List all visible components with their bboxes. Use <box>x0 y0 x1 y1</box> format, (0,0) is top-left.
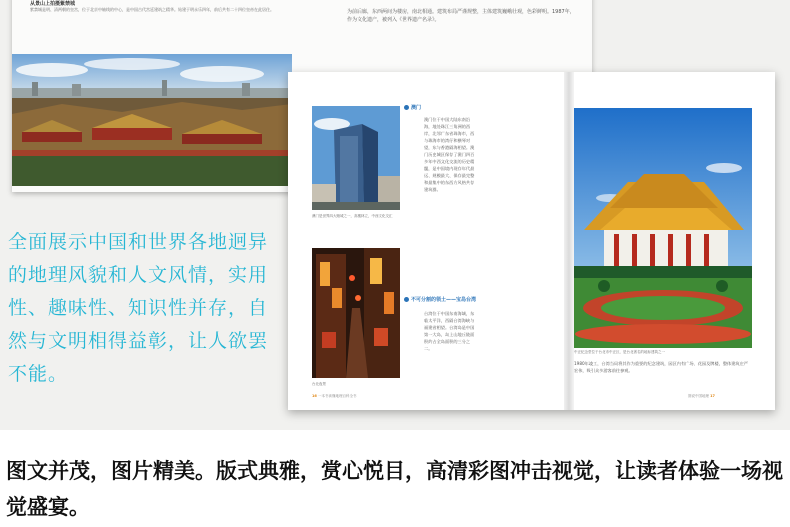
left-footer-text: 一本书读懂地理百科全书 <box>318 394 357 398</box>
macau-building-photo <box>312 106 400 210</box>
right-page-body: 1980年竣工，台湾当局将其作为重要的纪念建筑，园区内有广场、花园及牌楼，整体建筑庄严宏伟，吸引众多游客前往参观。 <box>574 361 748 373</box>
section-bullet-icon <box>404 297 409 302</box>
taipei-street-photo <box>312 248 400 378</box>
front-book-spread <box>288 72 775 410</box>
bottom-caption: 图文并茂，图片精美。版式典雅，赏心悦目，高清彩图冲击视觉，让读者体验一场视觉盛宴。 <box>6 458 783 519</box>
book-gutter <box>564 72 574 410</box>
feature-headline: 全面展示中国和世界各地迥异的地理风貌和人文风情，实用性、趣味性、知识性并存，自然与文明相得益彰，让人欲罢不能。 <box>8 231 269 385</box>
tower-caption: 澳门是世界四大赌城之一，高楼林立，中西文化交汇 <box>312 214 393 218</box>
back-heading: 从景山上拍摄紫禁城 <box>30 1 76 7</box>
section-body-taiwan: 台湾位于中国东南海域，东临太平洋，西隔台湾海峡与福建省相望。台湾岛是中国第一大岛，岛上山地丘陵面积约占全岛面积的三分之二。 <box>424 311 475 351</box>
right-page-footer <box>688 394 715 399</box>
right-page-number: 17 <box>710 394 715 398</box>
back-right-text: 为前后廊，东西两间为楼房，南北相通。建筑布局严谨规整，主体建筑巍峨壮观，色彩鲜明。1987年，作为文化遗产，被列入《世界遗产名录》。 <box>347 9 575 23</box>
section-body-macau: 澳门位于中国大陆东南沿海，地处珠江三角洲的西岸，北邻广东省珠海市，西与珠海市的湾仔和横琴对望，东与香港隔海相望。澳门历史城区保存了澳门四百多年中西文化交流的历史精髓，是中国境内现存年代最远、规模最大、保存最完整和最集中的东西方风格共存建筑群。 <box>424 117 475 192</box>
back-left-text <box>30 0 290 46</box>
right-footer-text: 图说中国地理 <box>688 394 709 398</box>
section-title-macau: 澳门 <box>411 105 422 111</box>
left-page-number: 16 <box>312 394 317 398</box>
section-title-taiwan: 不可分割的领土——宝岛台湾 <box>411 297 477 303</box>
hall-caption: 中正纪念堂位于台北市中正区，是台北著名的地标建筑之一 <box>574 350 665 354</box>
forbidden-city-photo <box>12 54 292 186</box>
section-heading-taiwan <box>404 296 564 303</box>
section-heading-macau <box>404 104 554 111</box>
section-bullet-icon <box>404 105 409 110</box>
memorial-hall-photo <box>574 108 752 348</box>
left-page-footer <box>312 394 357 399</box>
back-col1: 紫禁城是明、清两朝的皇宫，位于北京中轴线的中心，是中国古代宫廷建筑之精华。始建于明永乐四年，前后共有二十四位皇帝在此居住。 <box>30 7 274 12</box>
street-caption: 台北夜景 <box>312 382 326 386</box>
